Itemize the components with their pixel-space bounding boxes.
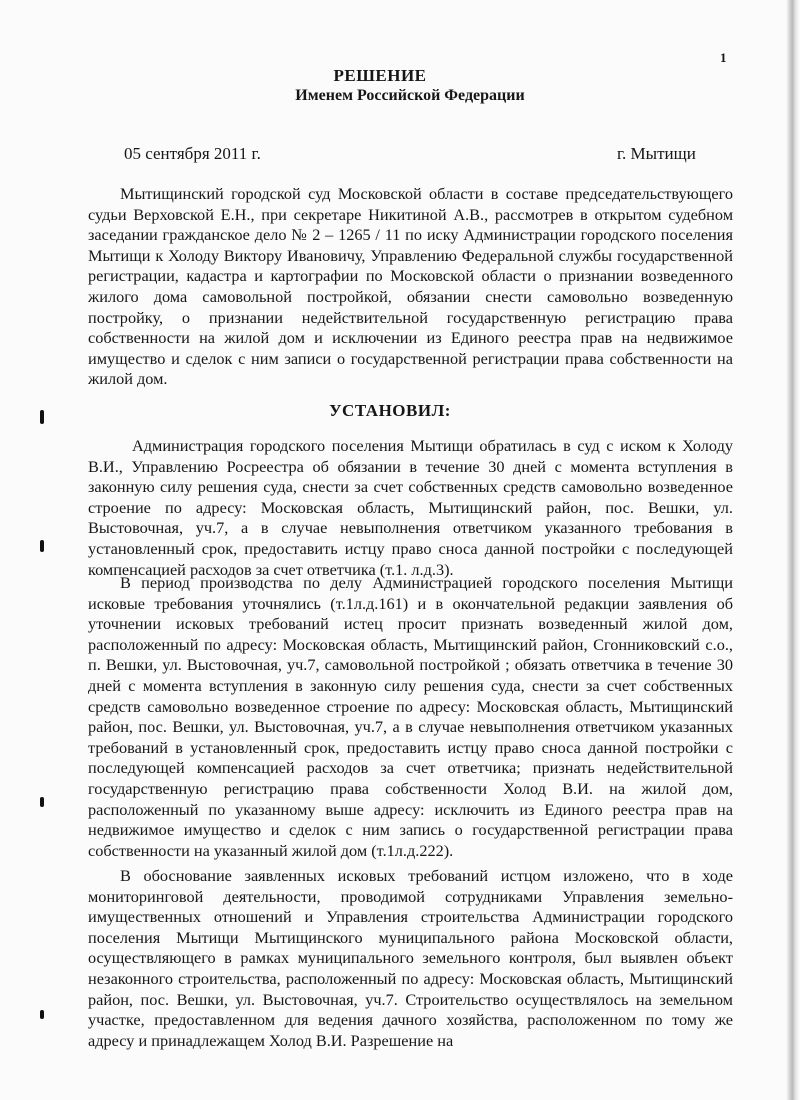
section-heading: УСТАНОВИЛ: bbox=[329, 401, 451, 420]
scan-binding-mark bbox=[40, 797, 44, 807]
body-paragraph: Администрация городского поселения Мытищи обратилась в суд с иском к Холоду В.И., Управлению Росреестра об обязании в течение 30 дней с момента вступления в законную силу решения суда, снести за счет собственных средств самовольно возведенное строение по адресу: Московская область, Мытищинский район, пос. Вешки, ул. Выстовочная, уч.7, а в случае невыполнения ответчиком указанного требования в установленный срок, предоставить истцу право сноса данной постройки с последующей компенсацией расходов за счет ответчика (т.1. л.д.3). bbox=[88, 436, 733, 579]
scan-binding-mark bbox=[40, 540, 44, 552]
document-city: г. Мытищи bbox=[617, 144, 696, 163]
scan-binding-mark bbox=[40, 410, 44, 424]
scan-binding-mark bbox=[40, 1010, 44, 1019]
body-paragraph: В период производства по делу Администрацией городского поселения Мытищи исковые требования уточнялись (т.1л.д.161) и в окончательной редакции заявления об уточнении исковых требований истец просит признать возведенный жилой дом, расположенный по адресу: Московская область, Мытищинский район, Сгонниковский с.о., п. Вешки, ул. Выстовочная, уч.7, самовольной постройкой ; обязать ответчика в течение 30 дней с момента вступления в законную силу решения суда, снести за счет собственных средств самовольно возведенное строение по адресу: Московская область, Мытищинский район, пос. Вешки, ул. Выстовочная, уч.7, а в случае невыполнения ответчиком указанных требований в установленный срок, предоставить истцу право сноса данной постройки с последующей компенсацией расходов за счет ответчика; признать недействительной государственную регистрацию права собственности Холод В.И. на жилой дом, расположенный по указанному выше адресу: исключить из Единого реестра прав на недвижимое имущество и сделок с ним запись о государственной регистрации права собственности на указанный жилой дом (т.1л.д.222). bbox=[88, 573, 733, 860]
body-paragraph: В обоснование заявленных исковых требований истцом изложено, что в ходе мониторинговой деятельности, проводимой сотрудниками Управления земельно-имущественных отношений и Управления строительства Администрации городского поселения Мытищи Мытищинского муниципального района Московской области, осуществляющего в рамках муниципального земельного контроля, был выявлен объект незаконного строительства, расположенный по адресу: Московская область, Мытищинский район, пос. Вешки, ул. Выстовочная, уч.7. Строительство осуществлялось на земельном участке, предоставленном для ведения дачного хозяйства, расположенном по тому же адресу и принадлежащем Холод В.И. Разрешение на bbox=[88, 866, 733, 1050]
document-title: РЕШЕНИЕ bbox=[333, 66, 427, 85]
document-date: 05 сентября 2011 г. bbox=[124, 144, 261, 163]
page-number: 1 bbox=[720, 50, 727, 65]
document-subtitle: Именем Российской Федерации bbox=[295, 87, 525, 104]
intro-paragraph: Мытищинский городской суд Московской области в составе председательствующего судьи Верховской Е.Н., при секретаре Никитиной А.В., рассмотрев в открытом судебном заседании гражданское дело № 2 – 1265 / 11 по иску Администрации городского поселения Мытищи к Холоду Виктору Ивановичу, Управлению Федеральной службы государственной регистрации, кадастра и картографии по Московской области о признании возведенного жилого дома самовольной постройкой, обязании снести самовольно возведенную постройку, о признании недействительной государственную регистрацию права собственности на жилой дом и исключении из Единого реестра прав на недвижимое имущество и сделок с ним записи о государственной регистрации права собственности на жилой дом. bbox=[88, 184, 733, 389]
scan-edge-shadow bbox=[786, 0, 800, 1100]
